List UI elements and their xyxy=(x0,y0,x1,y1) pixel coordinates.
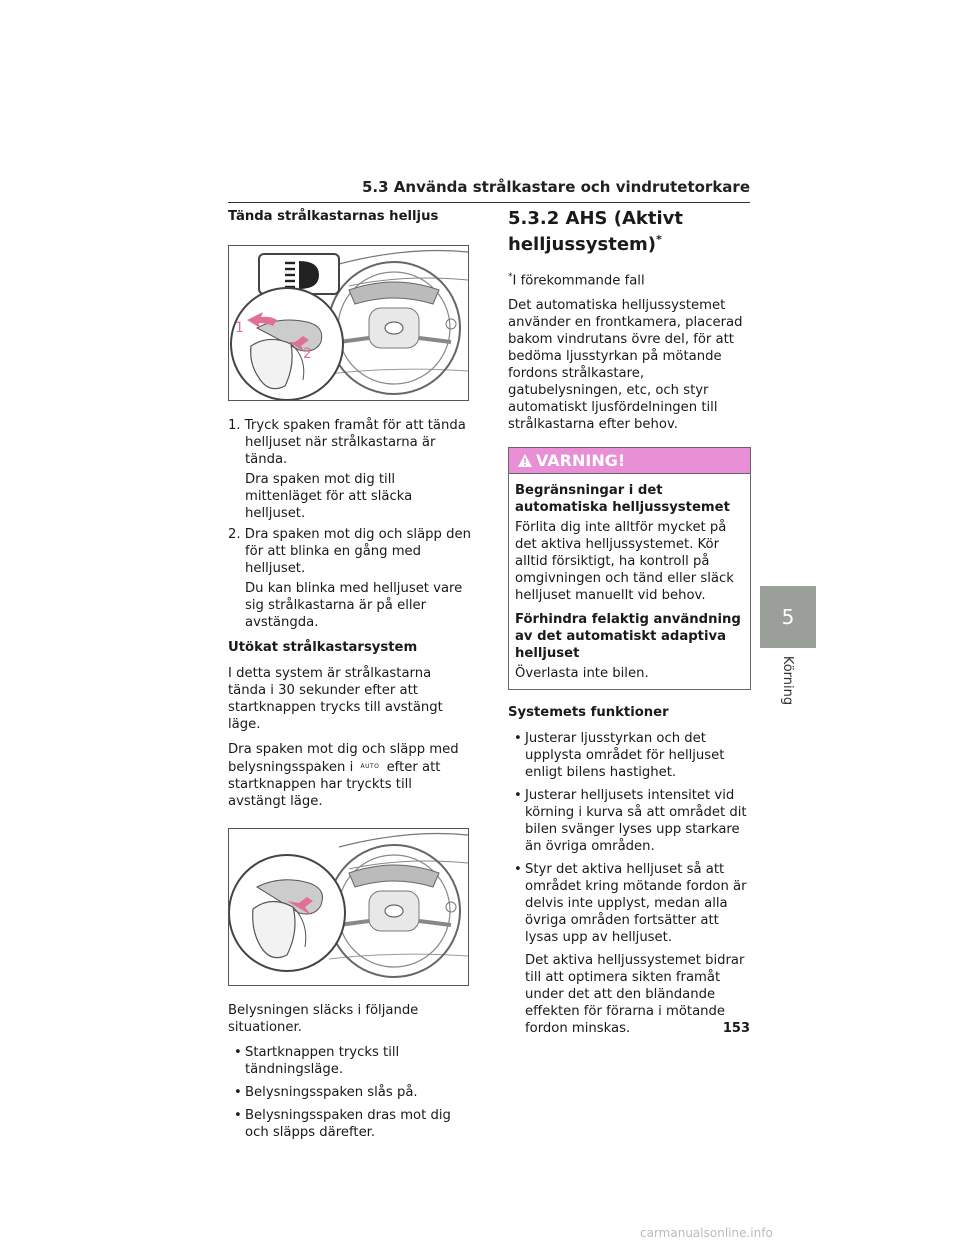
paragraph: Det automatiska helljussystemet använder en frontkamera, placerad bakom vindrutans övre del, för att bedöma ljusstyrkan på mötande fordons strålkastare, gatubelysningen, etc, och styr automatiskt ljusfördelningen till strålkastarna efter behov. xyxy=(508,298,743,433)
list-item: 2. Dra spaken mot dig och släpp den för att blinka en gång med helljuset. xyxy=(228,527,471,576)
figure-lever-pull xyxy=(228,828,469,986)
chapter-tab: 5 xyxy=(760,586,816,648)
bullet-list xyxy=(228,1044,472,1141)
lever-pull-illustration xyxy=(229,829,468,985)
list-item: • Belysningsspaken dras mot dig och släpps därefter. xyxy=(228,1107,472,1141)
figure-lever-steering-wheel xyxy=(228,245,469,401)
section-heading-extended: Utökat strålkastarsystem xyxy=(228,640,418,655)
steps-list xyxy=(228,417,472,631)
paragraph: Förlita dig inte alltför mycket på det aktiva helljussystemet. Kör alltid försiktigt, ha kontroll på omgivningen och tänd eller släck helljuset manuellt vid behov. xyxy=(515,520,734,604)
watermark: carmanualsonline.info xyxy=(640,1226,773,1240)
label-1: 1 xyxy=(235,320,244,336)
list-item: • Justerar helljusets intensitet vid körning i kurva så att området dit bilen svänger lyses upp starkare än övriga områden. xyxy=(508,787,751,855)
paragraph: I detta system är strålkastarna tända i 30 sekunder efter att startknappen trycks till avstängt läge. xyxy=(228,666,443,732)
list-item: • Belysningsspaken slås på. xyxy=(228,1084,472,1101)
list-item: • Justerar ljusstyrkan och det upplysta området för helljuset enligt bilens hastighet. xyxy=(508,730,751,781)
section-heading-functions: Systemets funktioner xyxy=(508,705,669,721)
warning-icon xyxy=(517,453,533,468)
warning-subheading: Begränsningar i det automatiska helljussystemet xyxy=(515,483,730,516)
step-continuation: Du kan blinka med helljuset vare sig strålkastarna är på eller avstängda. xyxy=(245,581,463,630)
left-column xyxy=(228,208,472,1147)
step-continuation: Dra spaken mot dig till mittenläget för att släcka helljuset. xyxy=(245,472,413,521)
chapter-label: Körning xyxy=(780,655,796,705)
auto-icon: AUTO xyxy=(360,763,380,770)
bullet-list xyxy=(508,730,751,946)
bullet-continuation: Det aktiva helljussystemet bidrar till att optimera sikten framåt under det att den bländande effekten för förarna i mötande fordon minskas. xyxy=(525,953,745,1037)
list-item: 1. Tryck spaken framåt för att tända helljuset när strålkastarna är tända. xyxy=(228,418,466,467)
paragraph: Belysningen släcks i följande situationer. xyxy=(228,1003,419,1035)
page-number: 153 xyxy=(722,1021,750,1036)
warning-body xyxy=(509,474,750,682)
paragraph: Dra spaken mot dig och släpp med belysningsspaken i AUTO efter att startknappen har tryckts till avstängt läge. xyxy=(228,742,459,809)
right-column xyxy=(508,208,751,1041)
warning-subheading: Förhindra felaktig användning av det automatiskt adaptiva helljuset xyxy=(515,612,741,662)
running-header: 5.3 Använda strålkastare och vindrutetorkare xyxy=(228,178,750,203)
footnote: *I förekommande fall xyxy=(508,272,645,289)
list-item: • Styr det aktiva helljuset så att området kring mötande fordon är delvis inte upplyst, medan alla övriga områden fortsätter att lysas upp av helljuset. xyxy=(508,861,751,946)
lever-illustration xyxy=(229,246,468,400)
section-heading-high-beam: Tända strålkastarnas helljus xyxy=(228,209,439,224)
label-2: 2 xyxy=(303,346,312,362)
paragraph: Överlasta inte bilen. xyxy=(515,666,649,682)
list-item: • Startknappen trycks till tändningsläge. xyxy=(228,1044,472,1078)
section-title: 5.3.2 AHS (Aktivt helljussystem)* xyxy=(508,208,683,255)
warning-box xyxy=(508,447,751,690)
warning-header: VARNING! xyxy=(509,448,750,474)
